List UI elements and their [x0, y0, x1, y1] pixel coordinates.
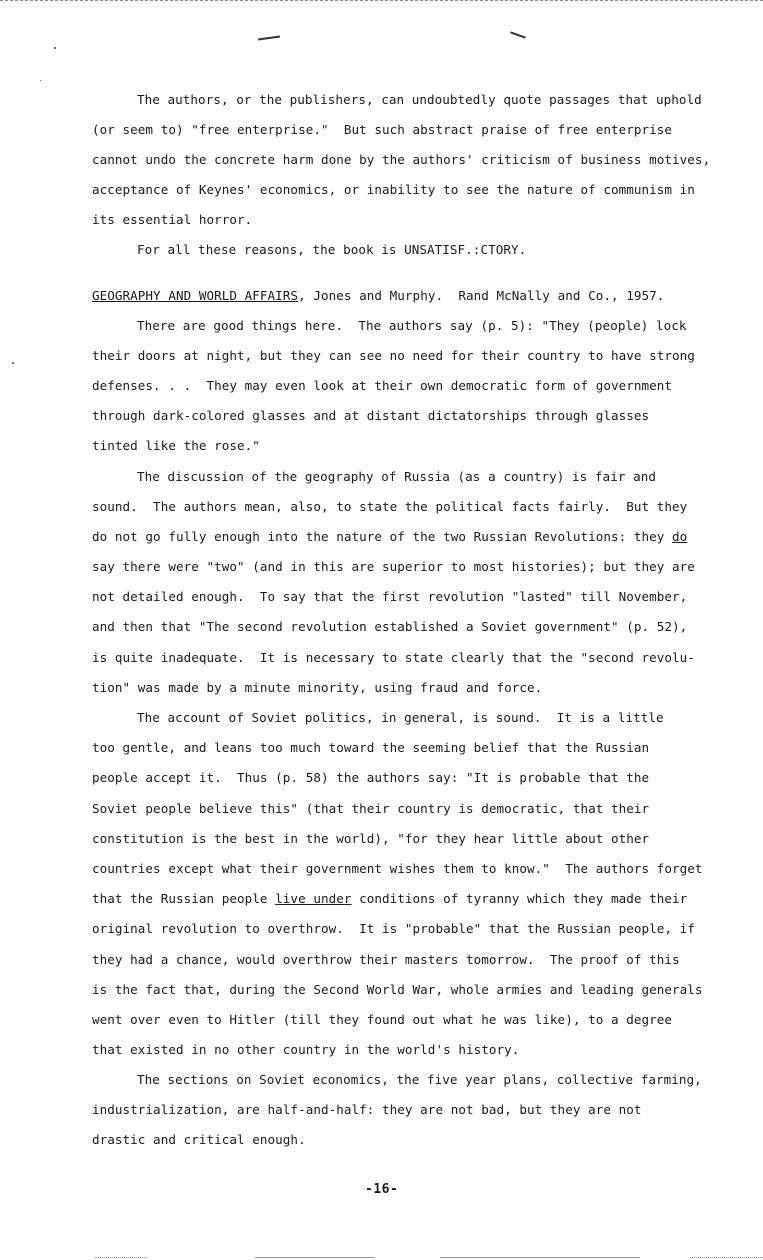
emphasis-underline: live under [275, 891, 352, 906]
text-line: cannot undo the concrete harm done by the authors' criticism of business motives, [92, 152, 711, 167]
text-line: and then that "The second revolution established a Soviet government" (p. 52), [92, 619, 688, 634]
text-line: acceptance of Keynes' economics, or inability to see the nature of communism in [92, 182, 695, 197]
text-line: is the fact that, during the Second World War, whole armies and leading generals [92, 982, 703, 997]
text-line: The account of Soviet politics, in general, is sound. It is a little [137, 710, 664, 725]
text-line: The discussion of the geography of Russia (as a country) is fair and [137, 469, 656, 484]
emphasis-underline: do [672, 529, 688, 544]
scan-speck [12, 362, 14, 364]
text-line: went over even to Hitler (till they found out what he was like), to a degree [92, 1012, 673, 1027]
text-line: people accept it. Thus (p. 58) the authors say: "It is probable that the [92, 770, 650, 785]
text-line: constitution is the best in the world), "for they hear little about other [92, 831, 650, 846]
text-line: defenses. . . They may even look at their own democratic form of government [92, 378, 673, 393]
scan-speck [54, 47, 56, 49]
scan-edge-mark [95, 1257, 147, 1258]
scan-mark-right [510, 31, 526, 38]
scan-mark-left [258, 35, 280, 40]
page-top-edge [0, 0, 763, 1]
scan-edge-mark [690, 1257, 763, 1258]
text-line: Soviet people believe this" (that their country is democratic, that their [92, 801, 650, 816]
text-line: that the Russian people live under conditions of tyranny which they made their [92, 891, 688, 906]
text-line: drastic and critical enough. [92, 1132, 306, 1147]
text-line: original revolution to overthrow. It is "probable" that the Russian people, if [92, 921, 695, 936]
text-line: their doors at night, but they can see no need for their country to have strong [92, 348, 695, 363]
text-line: tinted like the rose." [92, 438, 260, 453]
text-line: industrialization, are half-and-half: they are not bad, but they are not [92, 1102, 642, 1117]
page-number: -16- [365, 1182, 399, 1197]
text-line: tion" was made by a minute minority, using fraud and force. [92, 680, 543, 695]
text-line: not detailed enough. To say that the first revolution "lasted" till November, [92, 589, 688, 604]
text-line: (or seem to) "free enterprise." But such abstract praise of free enterprise [92, 122, 673, 137]
text-line: For all these reasons, the book is UNSATISF.:CTORY. [137, 242, 527, 257]
text-line: There are good things here. The authors say (p. 5): "They (people) lock [137, 318, 687, 333]
text-line: sound. The authors mean, also, to state the political facts fairly. But they [92, 499, 688, 514]
text-line: through dark-colored glasses and at distant dictatorships through glasses [92, 408, 650, 423]
scan-edge-mark [440, 1257, 640, 1258]
text-line: countries except what their government wishes them to know." The authors forget [92, 861, 703, 876]
scan-edge-mark [255, 1257, 375, 1258]
text-line: The sections on Soviet economics, the five year plans, collective farming, [137, 1072, 702, 1087]
text-line: too gentle, and leans too much toward the seeming belief that the Russian [92, 740, 650, 755]
book-citation-heading: GEOGRAPHY AND WORLD AFFAIRS, Jones and Murphy. Rand McNally and Co., 1957. [92, 288, 665, 303]
text-line: its essential horror. [92, 212, 253, 227]
text-line: they had a chance, would overthrow their masters tomorrow. The proof of this [92, 952, 680, 967]
text-line: that existed in no other country in the world's history. [92, 1042, 520, 1057]
text-line: The authors, or the publishers, can undoubtedly quote passages that uphold [137, 92, 702, 107]
book-title: GEOGRAPHY AND WORLD AFFAIRS [92, 288, 299, 303]
text-line: is quite inadequate. It is necessary to state clearly that the "second revolu- [92, 650, 695, 665]
text-line: say there were "two" (and in this are superior to most histories); but they are [92, 559, 695, 574]
scan-speck [40, 80, 41, 81]
text-line: do not go fully enough into the nature of the two Russian Revolutions: they do [92, 529, 688, 544]
